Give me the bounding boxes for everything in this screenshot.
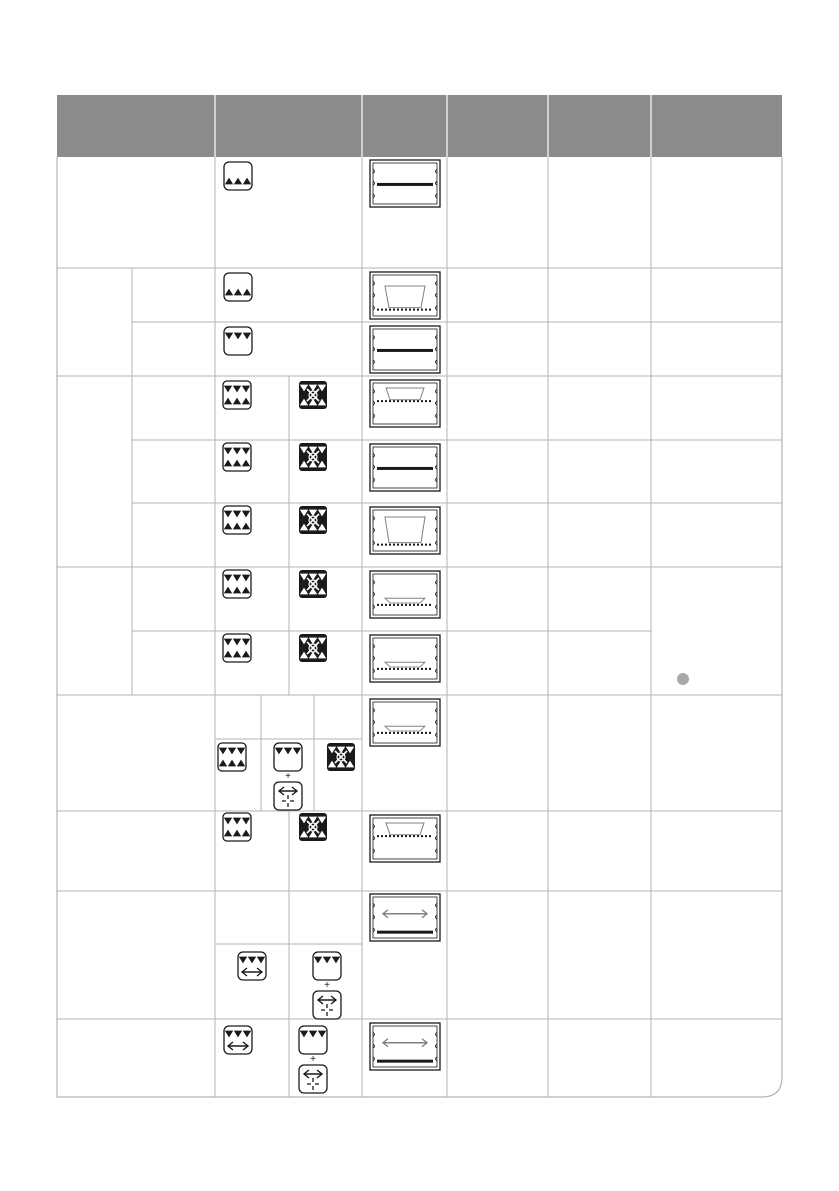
oven-diagram-icon (370, 326, 440, 373)
top-bottom-heat-icon (223, 443, 251, 471)
plus-sign: + (310, 1054, 316, 1065)
convection-arrows-icon (238, 952, 266, 980)
grill-fan-icon (299, 506, 327, 534)
bottom-heat-plus-fan-icon (274, 743, 302, 810)
oven-diagram-icon (370, 815, 440, 862)
oven-diagram-icon (370, 699, 440, 746)
top-bottom-heat-icon (223, 634, 251, 662)
oven-diagram-icon (370, 444, 440, 491)
grill-fan-icon (327, 743, 355, 771)
grill-fan-icon (299, 443, 327, 471)
header-band (57, 95, 782, 157)
oven-diagram-icon (370, 380, 440, 427)
convection-arrows-icon (224, 1026, 252, 1054)
top-bottom-heat-icon (223, 381, 251, 409)
grill-fan-icon (299, 381, 327, 409)
plus-sign: + (285, 771, 291, 782)
grill-fan-icon (299, 570, 327, 598)
oven-diagram-icon (370, 635, 440, 682)
plus-sign: + (324, 980, 330, 991)
top-bottom-heat-icon (218, 743, 246, 771)
oven-diagram-icon (370, 1023, 440, 1070)
oven-diagram-icon (370, 571, 440, 618)
info-dot-icon (677, 673, 689, 685)
oven-diagram-icon (370, 894, 440, 941)
top-bottom-heat-icon (223, 813, 251, 841)
table-header (57, 95, 782, 157)
three-triangles-up-icon (224, 162, 252, 190)
grill-fan-icon (299, 634, 327, 662)
bottom-heat-plus-fan-icon (299, 1026, 327, 1093)
top-bottom-heat-icon (223, 570, 251, 598)
oven-diagram-icon (370, 160, 440, 207)
bottom-heat-plus-fan-icon (313, 952, 341, 1019)
oven-diagram-icon (370, 272, 440, 319)
three-triangles-up-icon (224, 273, 252, 301)
oven-diagram-icon (370, 507, 440, 554)
grill-fan-icon (299, 813, 327, 841)
three-triangles-down-icon (224, 327, 252, 355)
top-bottom-heat-icon (223, 506, 251, 534)
